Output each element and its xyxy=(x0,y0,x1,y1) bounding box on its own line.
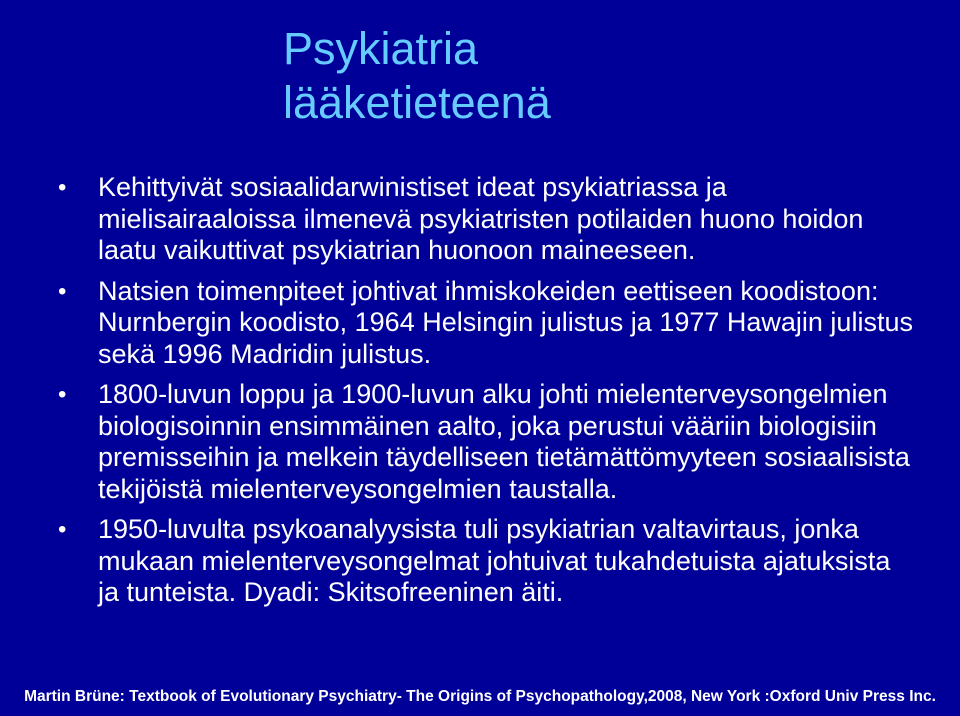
bullet-text: Kehittyivät sosiaalidarwinistiset ideat psykiatriassa ja mielisairaaloissa ilmenevä psykiatristen potilaiden huono hoidon laatu vaikuttivat psykiatrian huonoon maineeseen. xyxy=(98,172,864,265)
bullet-item xyxy=(58,276,918,371)
bullet-glyph: • xyxy=(58,516,67,543)
bullet-item xyxy=(58,379,918,505)
title-line-2: lääketieteenä xyxy=(283,77,551,128)
bullet-text: 1950-luvulta psykoanalyysista tuli psykiatrian valtavirtaus, jonka mukaan mielenterveysongelmat johtuivat tukahdetuista ajatuksista ja tunteista. Dyadi: Skitsofreeninen äiti. xyxy=(98,514,891,607)
bullet-glyph: • xyxy=(58,277,67,305)
bullet-text: 1800-luvun loppu ja 1900-luvun alku johti mielenterveysongelmien biologisoinnin ensimmäinen aalto, joka perustui vääriin biologisiin premisseihin ja melkein täydelliseen tietämättömyyteen sosiaalisista tekijöistä mielenterveysongelmien taustalla. xyxy=(98,379,910,504)
slide-title xyxy=(283,22,803,130)
bullet-glyph: • xyxy=(58,381,67,408)
title-line-1: Psykiatria xyxy=(283,23,479,74)
bullet-glyph: • xyxy=(58,174,67,201)
bullet-item xyxy=(58,514,918,609)
bullet-text: Natsien toimenpiteet johtivat ihmiskokeiden eettiseen koodistoon: Nurnbergin koodisto, 1964 Helsingin julistus ja 1977 Hawajin julistus sekä 1996 Madridin julistus. xyxy=(98,275,913,369)
bullet-list xyxy=(58,172,918,618)
bullet-item xyxy=(58,172,918,267)
footer-citation: Martin Brüne: Textbook of Evolutionary Psychiatry- The Origins of Psychopathology,2008, New York :Oxford Univ Press Inc. xyxy=(24,688,936,705)
